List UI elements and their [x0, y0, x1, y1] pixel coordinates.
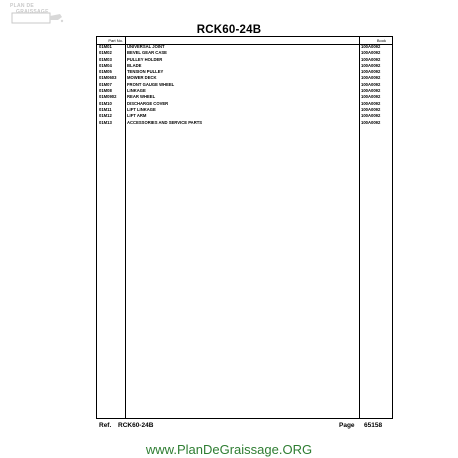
part-number: 01M08: [99, 88, 112, 94]
book-number: 100A0092: [361, 44, 381, 49]
part-number: 01M04: [99, 62, 112, 68]
logo-text: PLAN DE GRAISSAGE: [10, 3, 49, 15]
book-number: 100A0092: [361, 69, 381, 75]
part-description: TENSION PULLEY: [127, 69, 164, 75]
parts-table: [96, 36, 393, 419]
book-number: 100A0092: [361, 100, 381, 106]
part-number: 01M11: [99, 106, 112, 112]
part-description: LINKAGE: [127, 88, 146, 94]
part-number: 01M02: [99, 50, 112, 56]
part-description: REAR WHEEL: [127, 94, 156, 100]
table-row: [97, 120, 392, 126]
part-number: 01M01: [99, 44, 112, 49]
book-number: 100A0092: [361, 81, 381, 87]
part-description: MOWER DECK: [127, 75, 157, 81]
part-description: UNIVERSAL JOINT: [127, 44, 165, 49]
watermark-link[interactable]: www.PlanDeGraissage.ORG: [145, 442, 313, 457]
part-number: 01M10: [99, 100, 112, 106]
part-number: 01M0902: [99, 94, 117, 100]
book-number: 100A0092: [361, 106, 381, 112]
part-description: BEVEL GEAR CASE: [127, 50, 167, 56]
part-number: 01M07: [99, 81, 112, 87]
book-number: 100A0092: [361, 119, 381, 125]
part-number: 01M12: [99, 113, 112, 119]
part-description: LIFT LINKAGE: [127, 106, 156, 112]
page-footer: [96, 422, 393, 432]
page-label: Page: [339, 422, 355, 429]
book-number: 100A0092: [361, 75, 381, 81]
table-body: [97, 44, 392, 126]
part-number: 01M0603: [99, 75, 117, 81]
book-number: 100A0092: [361, 113, 381, 119]
part-description: ACCESSORIES AND SERVICE PARTS: [127, 119, 203, 125]
part-number: 01M05: [99, 69, 112, 75]
book-number: 100A0092: [361, 50, 381, 56]
part-description: DISCHARGE COVER: [127, 100, 169, 106]
part-description: FRONT GAUGE WHEEL: [127, 81, 175, 87]
part-description: BLADE: [127, 62, 142, 68]
book-number: 100A0092: [361, 88, 381, 94]
header-book: Book: [376, 38, 386, 43]
ref-value: RCK60-24B: [118, 422, 154, 429]
book-number: 100A0092: [361, 94, 381, 100]
page-title: RCK60-24B: [196, 24, 262, 36]
book-number: 100A0092: [361, 56, 381, 62]
header-part-no: Part No.: [108, 38, 123, 43]
ref-label: Ref.: [99, 422, 112, 429]
part-number: 01M03: [99, 56, 112, 62]
part-description: PULLEY HOLDER: [127, 56, 163, 62]
part-number: 01M13: [99, 119, 112, 125]
part-description: LIFT ARM: [127, 113, 147, 119]
page-number: 65158: [364, 422, 383, 429]
book-number: 100A0092: [361, 62, 381, 68]
